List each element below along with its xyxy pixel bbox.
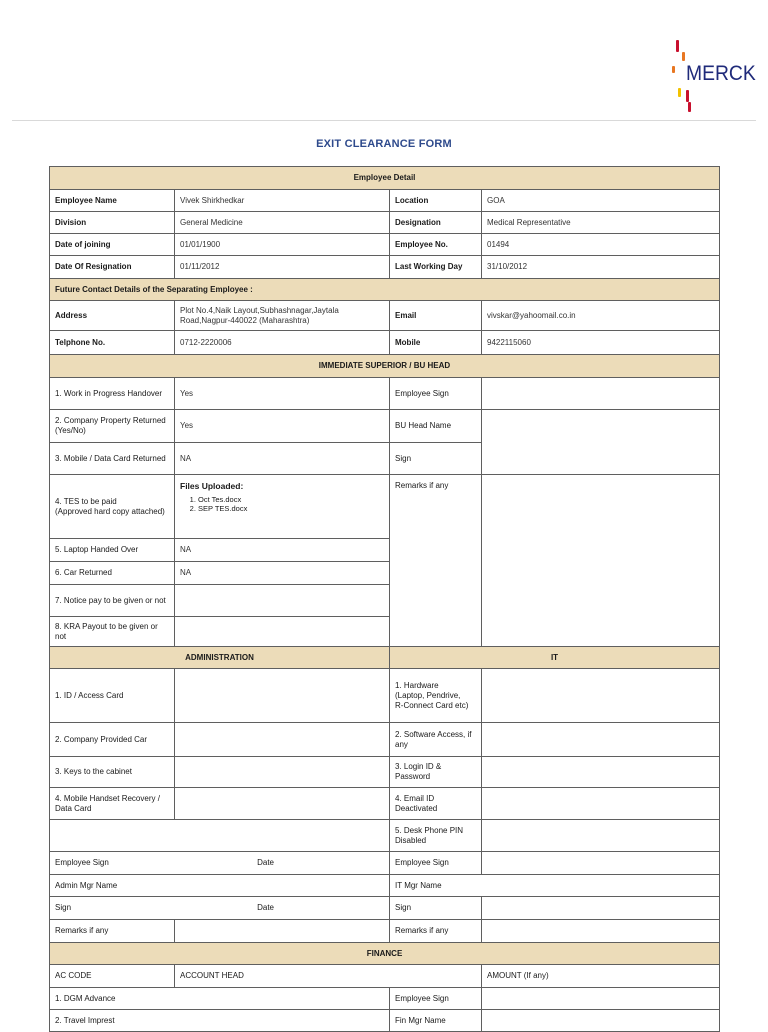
admin-remarks-field <box>175 920 390 943</box>
employee-no-value: 01494 <box>482 234 720 256</box>
file-link[interactable]: 2. SEP TES.docx <box>198 504 384 513</box>
lwd-value: 31/10/2012 <box>482 256 720 279</box>
doj-value: 01/01/1900 <box>175 234 390 256</box>
account-head-label: ACCOUNT HEAD <box>175 965 482 988</box>
division-value: General Medicine <box>175 212 390 234</box>
address-value: Plot No.4,Naik Layout,Subhashnagar,Jaytala Road,Nagpur-440022 (Maharashtra) <box>175 301 390 331</box>
section-header-superior: IMMEDIATE SUPERIOR / BU HEAD <box>50 355 720 378</box>
it-item-label: 4. Email ID Deactivated <box>390 788 482 820</box>
superior-item-label: 3. Mobile / Data Card Returned <box>50 443 175 475</box>
admin-item-field <box>175 788 390 820</box>
superior-item-label: 6. Car Returned <box>50 562 175 585</box>
admin-mgr-name-label: Admin Mgr Name <box>50 875 390 897</box>
ac-code-label: AC CODE <box>50 965 175 988</box>
admin-employee-sign-row <box>50 852 390 875</box>
superior-item-value: Yes <box>175 410 390 443</box>
doj-label: Date of joining <box>50 234 175 256</box>
lwd-label: Last Working Day <box>390 256 482 279</box>
remarks-field <box>482 475 720 647</box>
finance-item-label: 2. Travel Imprest <box>50 1010 390 1032</box>
logo-stripe <box>676 40 679 52</box>
it-sign-field <box>482 897 720 920</box>
employee-name-value: Vivek Shirkhedkar <box>175 190 390 212</box>
bu-head-name-field <box>482 410 720 475</box>
section-header-employee-detail: Employee Detail <box>50 167 720 190</box>
designation-value: Medical Representative <box>482 212 720 234</box>
superior-item-label: 4. TES to be paid (Approved hard copy attached) <box>50 475 175 539</box>
it-sign-label: Sign <box>390 897 482 920</box>
dor-label: Date Of Resignation <box>50 256 175 279</box>
admin-item-label: 4. Mobile Handset Recovery / Data Card <box>50 788 175 820</box>
admin-employee-sign-label: Employee Sign <box>55 858 109 867</box>
admin-item-label: 2. Company Provided Car <box>50 723 175 757</box>
admin-empty-cell <box>50 820 390 852</box>
files-uploaded-title: Files Uploaded: <box>180 481 244 491</box>
superior-item-label: 1. Work in Progress Handover <box>50 378 175 410</box>
address-label: Address <box>50 301 175 331</box>
it-item-label: 3. Login ID & Password <box>390 757 482 788</box>
admin-item-field <box>175 669 390 723</box>
finance-mgr-name-label: Fin Mgr Name <box>390 1010 482 1032</box>
admin-remarks-label: Remarks if any <box>50 920 175 943</box>
employee-name-label: Employee Name <box>50 190 175 212</box>
amount-label: AMOUNT (If any) <box>482 965 720 988</box>
location-value: GOA <box>482 190 720 212</box>
employee-no-label: Employee No. <box>390 234 482 256</box>
it-remarks-field <box>482 920 720 943</box>
admin-date-label: Date <box>257 858 274 867</box>
superior-item-value: Yes <box>175 378 390 410</box>
admin-item-field <box>175 757 390 788</box>
file-link[interactable]: 1. Oct Tes.docx <box>198 495 384 504</box>
it-item-field <box>482 757 720 788</box>
superior-item-label: 7. Notice pay to be given or not <box>50 585 175 617</box>
admin-sign-label: Sign <box>55 903 72 912</box>
email-label: Email <box>390 301 482 331</box>
superior-item-value: NA <box>175 539 390 562</box>
logo-stripe <box>678 88 681 97</box>
superior-item-label: 5. Laptop Handed Over <box>50 539 175 562</box>
it-item-field <box>482 788 720 820</box>
admin-date2-label: Date <box>257 903 274 912</box>
logo-stripe <box>672 66 675 73</box>
it-item-label: 2. Software Access, if any <box>390 723 482 757</box>
admin-item-label: 1. ID / Access Card <box>50 669 175 723</box>
superior-item-label: 8. KRA Payout to be given or not <box>50 617 175 647</box>
finance-employee-sign-label: Employee Sign <box>390 988 482 1010</box>
finance-item-label: 1. DGM Advance <box>50 988 390 1010</box>
designation-label: Designation <box>390 212 482 234</box>
telephone-value: 0712-2220006 <box>175 331 390 355</box>
employee-sign-label: Employee Sign <box>390 378 482 410</box>
superior-item-value: NA <box>175 562 390 585</box>
it-mgr-name-label: IT Mgr Name <box>390 875 720 897</box>
mobile-value: 9422115060 <box>482 331 720 355</box>
telephone-label: Telphone No. <box>50 331 175 355</box>
sign-label: Sign <box>390 443 482 475</box>
exit-clearance-table <box>49 166 720 1032</box>
finance-employee-sign-field <box>482 988 720 1010</box>
employee-sign-field <box>482 378 720 410</box>
section-header-administration: ADMINISTRATION <box>50 647 390 669</box>
admin-item-label: 3. Keys to the cabinet <box>50 757 175 788</box>
it-item-label: 1. Hardware (Laptop, Pendrive, R-Connect Card etc) <box>390 669 482 723</box>
section-header-finance: FINANCE <box>50 943 720 965</box>
logo-stripe <box>682 52 685 61</box>
future-contact-heading: Future Contact Details of the Separating Employee : <box>50 279 720 301</box>
bu-head-name-label: BU Head Name <box>390 410 482 443</box>
logo-stripe <box>688 102 691 112</box>
it-item-label: 5. Desk Phone PIN Disabled <box>390 820 482 852</box>
admin-sign-row <box>50 897 390 920</box>
it-employee-sign-label: Employee Sign <box>390 852 482 875</box>
superior-item-value: NA <box>175 443 390 475</box>
files-list <box>180 495 384 513</box>
division-label: Division <box>50 212 175 234</box>
admin-item-field <box>175 723 390 757</box>
files-uploaded-cell <box>175 475 390 539</box>
it-employee-sign-field <box>482 852 720 875</box>
location-label: Location <box>390 190 482 212</box>
section-header-it: IT <box>390 647 720 669</box>
superior-item-label: 2. Company Property Returned (Yes/No) <box>50 410 175 443</box>
it-item-field <box>482 723 720 757</box>
merck-logo <box>672 40 758 114</box>
superior-item-value <box>175 617 390 647</box>
mobile-label: Mobile <box>390 331 482 355</box>
finance-mgr-name-field <box>482 1010 720 1032</box>
remarks-label: Remarks if any <box>390 475 482 647</box>
header-divider <box>12 120 756 121</box>
dor-value: 01/11/2012 <box>175 256 390 279</box>
logo-wordmark: MERCK <box>686 62 756 85</box>
it-remarks-label: Remarks if any <box>390 920 482 943</box>
it-item-field <box>482 669 720 723</box>
logo-stripe <box>686 90 689 102</box>
superior-item-value <box>175 585 390 617</box>
page-title: EXIT CLEARANCE FORM <box>316 138 452 150</box>
email-value: vivskar@yahoomail.co.in <box>482 301 720 331</box>
it-item-field <box>482 820 720 852</box>
